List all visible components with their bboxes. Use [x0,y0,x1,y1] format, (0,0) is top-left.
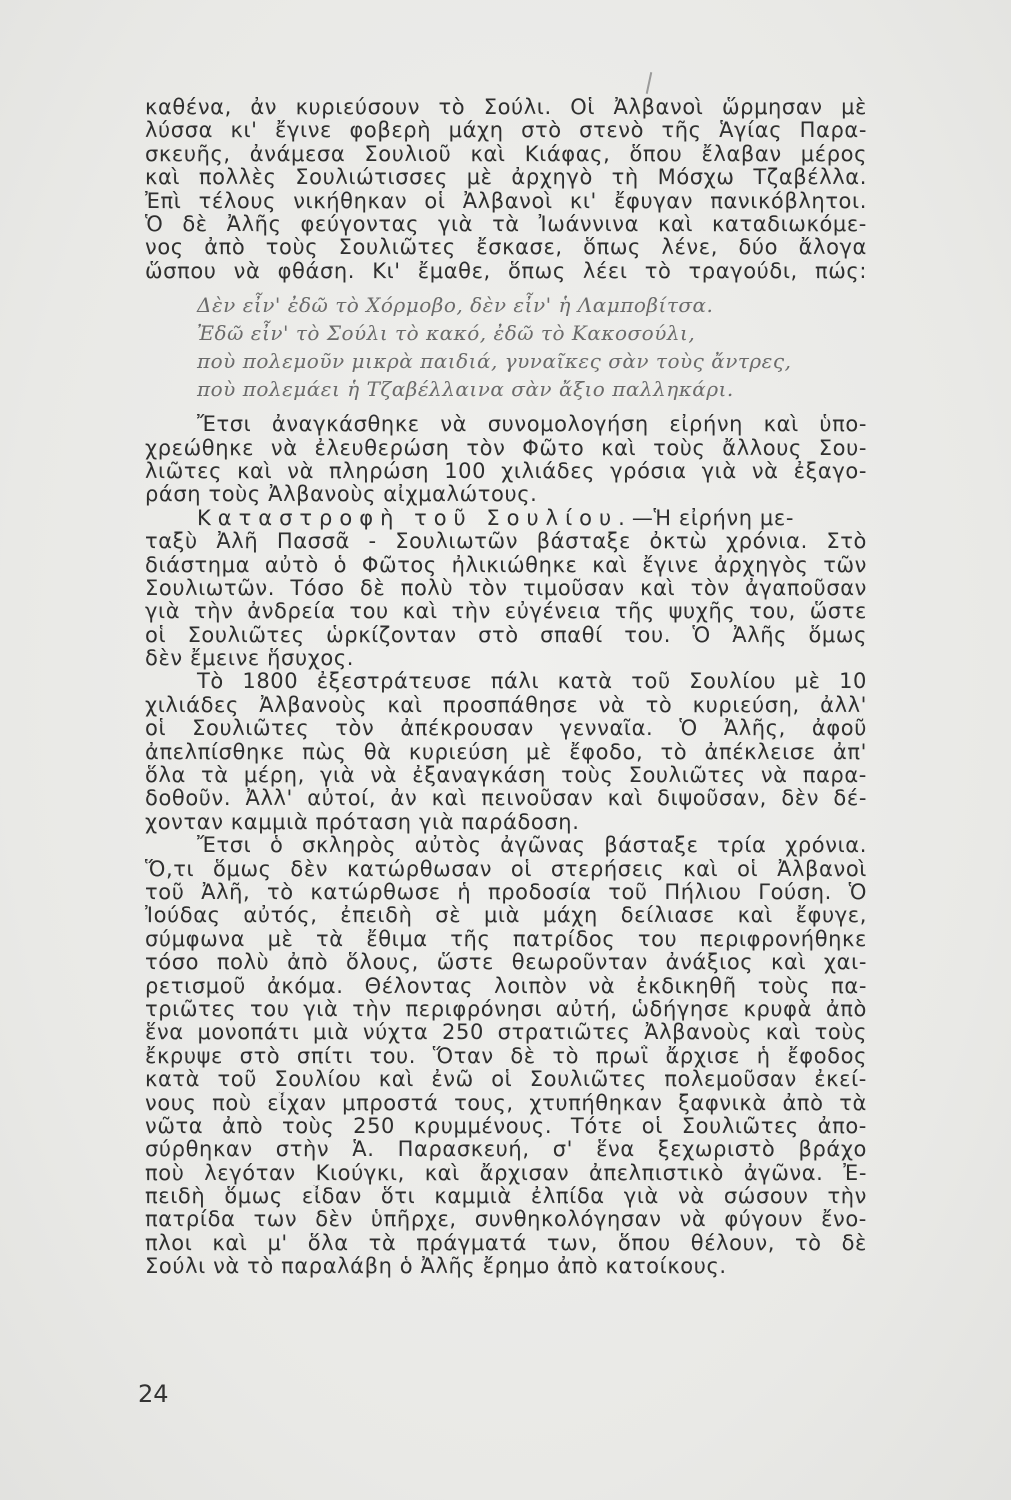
text-line: νῶτα ἀπὸ τοὺς 250 κρυμμένους. Τότε οἱ Σουλιῶτες ἀπο- [145,1114,867,1138]
text-line: χρεώθηκε νὰ ἐλευθερώση τὸν Φῶτο καὶ τοὺς ἄλλους Σου- [145,436,867,460]
text-line: τοῦ Ἀλῆ, τὸ κατώρθωσε ἡ προδοσία τοῦ Πήλιου Γούση. Ὁ [145,881,867,904]
text-line: Ὅ,τι ὅμως δὲν κατώρθωσαν οἱ στερήσεις καὶ οἱ Ἀλβανοὶ [145,857,867,881]
text-line: καθένα, ἀν κυριεύσουν τὸ Σούλι. Οἱ Ἀλβανοὶ ὥρμησαν μὲ [145,96,867,119]
text-line: δὲν ἔμεινε ἥσυχος. [145,646,355,671]
text-line: χιλιάδες Ἀλβανοὺς καὶ προσπάθησε νὰ τὸ κυριεύση, ἀλλ' [145,693,867,717]
verse-line: ποὺ πολεμοῦν μικρὰ παιδιά, γυναῖκες σὰν τοὺς ἄντρες, [197,349,792,374]
text-line: ποὺ λεγόταν Κιούγκι, καὶ ἄρχισαν ἀπελπιστικὸ ἀγῶνα. Ἐ- [145,1161,867,1185]
text-line: νους ποὺ εἶχαν μπροστά τους, χτυπήθηκαν ξαφνικὰ ἀπὸ τὰ [145,1091,867,1115]
verse-line: Δὲν εἶν' ἐδῶ τὸ Χόρμοβο, δὲν εἶν' ἡ Λαμποβίτσα. [197,293,714,318]
text-line: ράση τοὺς Ἀλβανοὺς αἰχμαλώτους. [145,482,538,507]
song-verse [145,291,867,403]
text-line: πλοι καὶ μ' ὅλα τὰ πράγματά των, ὅπου θέλουν, τὸ δὲ [145,1231,867,1255]
text-line: ἔκρυψε στὸ σπίτι του. Ὅταν δὲ τὸ πρωῒ ἄρχισε ἡ ἔφοδος [145,1044,867,1068]
text-line: Σουλιωτῶν. Τόσο δὲ πολὺ τὸν τιμοῦσαν καὶ τὸν ἀγαποῦσαν [145,576,867,600]
pencil-mark [646,72,653,94]
text-line: Ἔτσι ὁ σκληρὸς αὐτὸς ἀγῶνας βάσταξε τρία χρόνια. [197,834,867,858]
text-line: λύσσα κι' ἔγινε φοβερὴ μάχη στὸ στενὸ τῆς Ἁγίας Παρα- [145,119,867,143]
text-line: Σούλι νὰ τὸ παραλάβη ὁ Ἀλῆς ἔρημο ἀπὸ κατοίκους. [145,1254,727,1279]
text-line: καὶ πολλὲς Σουλιώτισσες μὲ ἀρχηγὸ τὴ Μόσχω Τζαβέλλα. [145,166,867,190]
text-line: πειδὴ ὅμως εἶδαν ὅτι καμμιὰ ἐλπίδα γιὰ νὰ σώσουν τὴν [145,1185,867,1209]
text-line: ἕνα μονοπάτι μιὰ νύχτα 250 στρατιῶτες Ἀλβανοὺς καὶ τοὺς [145,1021,867,1045]
text-line: Ἰούδας αὐτός, ἐπειδὴ σὲ μιὰ μάχη δείλιασε καὶ ἔφυγε, [145,904,867,928]
text-line: Ἔτσι ἀναγκάσθηκε νὰ συνομολογήση εἰρήνη καὶ ὑπο- [197,413,867,437]
text-line: κατὰ τοῦ Σουλίου καὶ ἐνῶ οἱ Σουλιῶτες πολεμοῦσαν ἐκεί- [145,1068,867,1092]
verse-line: ποὺ πολεμάει ἡ Τζαβέλλαινα σὰν ἄξιο παλληκάρι. [197,377,734,402]
text-line: ρετισμοῦ ἀκόμα. Θέλοντας λοιπὸν νὰ ἐκδικηθῆ τοὺς πα- [145,974,867,998]
text-line: ἀπελπίσθηκε πὼς θὰ κυριεύση μὲ ἔφοδο, τὸ ἀπέκλεισε ἀπ' [145,740,867,764]
text-line: σύμφωνα μὲ τὰ ἔθιμα τῆς πατρίδος του περιφρονήθηκε [145,927,867,951]
text-line: ταξὺ Ἀλῆ Πασσᾶ - Σουλιωτῶν βάσταξε ὀκτὼ χρόνια. Στὸ [145,530,867,554]
text-line: Τὸ 1800 ἐξεστράτευσε πάλι κατὰ τοῦ Σουλίου μὲ 10 [197,670,867,694]
text-line: Ὁ δὲ Ἀλῆς φεύγοντας γιὰ τὰ Ἰωάννινα καὶ καταδιωκόμε- [145,212,867,236]
section-heading-line [145,507,867,530]
text-line: πατρίδα των δὲν ὑπῆρχε, συνθηκολόγησαν νὰ φύγουν ἔνο- [145,1208,867,1232]
text-line: χονταν καμμιὰ πρόταση γιὰ παράδοση. [145,809,580,834]
section-heading: Καταστροφὴ τοῦ Σουλίου. [197,505,632,530]
text-line: ὥσπου νὰ φθάση. Κι' ἔμαθε, ὅπως λέει τὸ τραγούδι, πώς: [145,259,867,283]
text-line: γιὰ τὴν ἀνδρεία του καὶ τὴν εὐγένεια τῆς ψυχῆς του, ὥστε [145,600,867,624]
text-line: νος ἀπὸ τοὺς Σουλιῶτες ἔσκασε, ὅπως λένε, δύο ἄλογα [145,236,867,260]
text-line: τριῶτες του γιὰ τὴν περιφρόνησι αὐτή, ὡδήγησε κρυφὰ ἀπὸ [145,997,867,1021]
text-line: Ἐπὶ τέλους νικήθηκαν οἱ Ἀλβανοὶ κι' ἔφυγαν πανικόβλητοι. [145,189,867,213]
text-line: τόσο πολὺ ἀπὸ ὅλους, ὥστε θεωροῦνταν ἀνάξιος καὶ χαι- [145,951,867,975]
text-line: σκευῆς, ἀνάμεσα Σουλιοῦ καὶ Κιάφας, ὅπου ἔλαβαν μέρος [145,142,867,166]
text-line: οἱ Σουλιῶτες ὡρκίζονταν στὸ σπαθί του. Ὁ Ἀλῆς ὅμως [145,623,867,647]
text-line: λιῶτες καὶ νὰ πληρώση 100 χιλιάδες γρόσια γιὰ νὰ ἐξαγο- [145,459,867,483]
text-line: ὅλα τὰ μέρη, γιὰ νὰ ἐξαναγκάση τοὺς Σουλιῶτες νὰ παρα- [145,764,867,788]
text-line: οἱ Σουλιῶτες τὸν ἀπέκρουσαν γενναῖα. Ὁ Ἀλῆς, ἀφοῦ [145,717,867,741]
section-heading-rest: —Ἡ εἰρήνη με- [631,505,794,530]
body-text [145,96,867,1279]
verse-line: Ἐδῶ εἶν' τὸ Σούλι τὸ κακό, ἐδῶ τὸ Κακοσούλι, [197,321,696,346]
text-line: διάστημα αὐτὸ ὁ Φῶτος ἠλικιώθηκε καὶ ἔγινε ἀρχηγὸς τῶν [145,553,867,577]
page-number: 24 [138,1380,169,1408]
text-line: σύρθηκαν στὴν Ἁ. Παρασκευή, σ' ἕνα ξεχωριστὸ βράχο [145,1138,867,1162]
text-line: δοθοῦν. Ἀλλ' αὐτοί, ἀν καὶ πεινοῦσαν καὶ διψοῦσαν, δὲν δέ- [145,787,867,811]
